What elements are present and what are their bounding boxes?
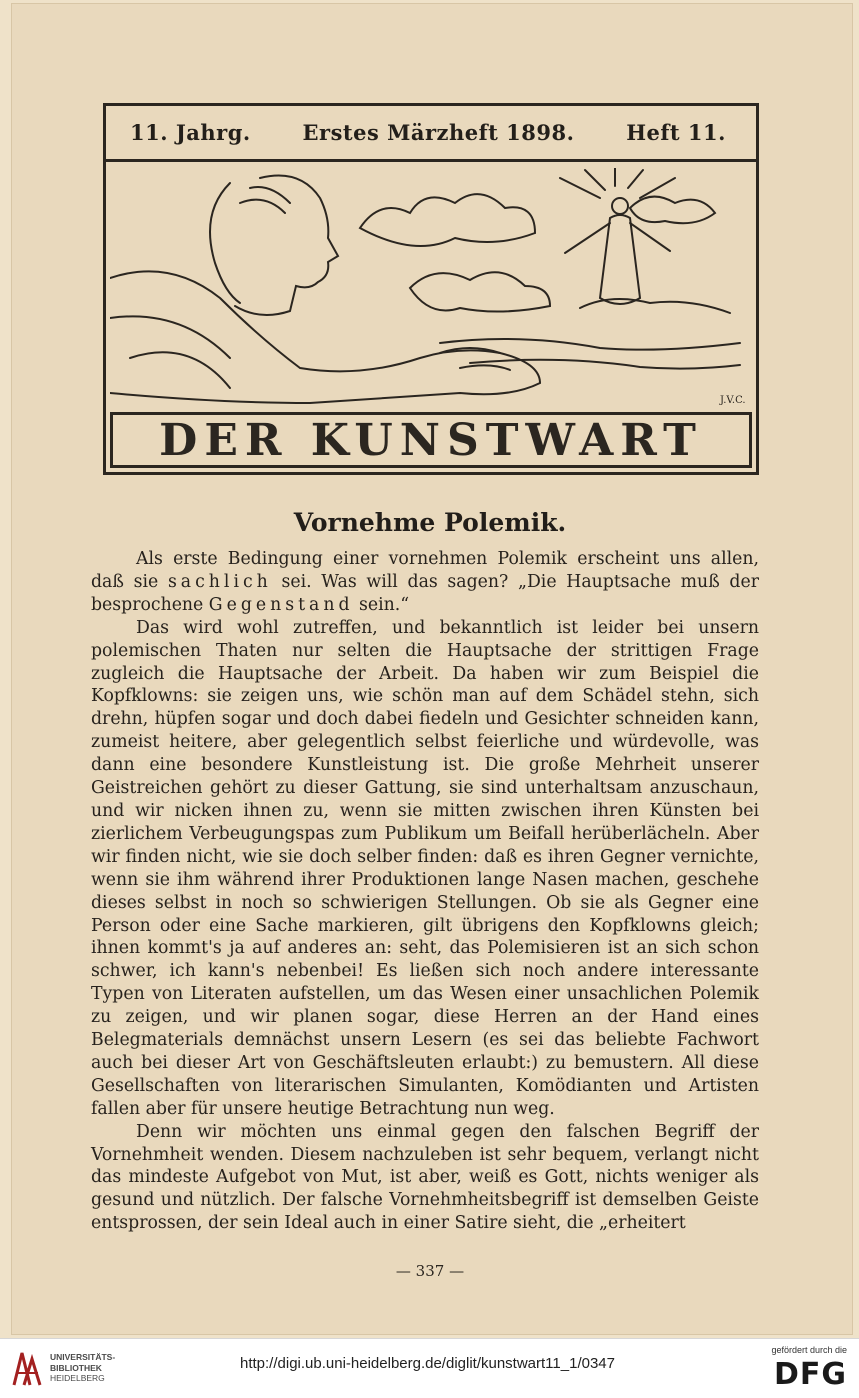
volume-label: 11. Jahrg. — [130, 120, 251, 145]
viewer-footer — [0, 1338, 859, 1398]
spaced-word: sachlich — [167, 571, 272, 592]
cloud-shape — [580, 299, 730, 313]
text-run: sei. Was will das sagen? „Die Hauptsache muß der besprochene — [91, 571, 759, 615]
issue-number: Heft 11. — [626, 120, 726, 145]
spaced-word: Gegenstand — [208, 594, 354, 615]
library-city: HEIDELBERG — [50, 1373, 105, 1383]
article-body — [91, 548, 759, 1235]
document-url[interactable]: http://digi.ub.uni-heidelberg.de/diglit/kunstwart11_1/0347 — [240, 1355, 615, 1372]
issue-date: Erstes Märzheft 1898. — [302, 120, 575, 145]
funding-label: gefördert durch die — [771, 1345, 847, 1355]
library-name — [50, 1352, 115, 1384]
university-library-logo — [10, 1349, 44, 1389]
dfg-logo: DFG — [773, 1357, 847, 1392]
figure-robe — [600, 215, 640, 304]
journal-title: DER KUNSTWART — [159, 414, 703, 466]
library-name-line: BIBLIOTHEK — [50, 1362, 102, 1373]
paragraph-3: Denn wir möchten uns einmal gegen den falschen Begriff der Vornehmheit wenden. Diesem nachzuleben ist sehr bequem, verlangt nicht das mindeste Aufgebot von Mut, ist aber, weiß es Gott, nichts weniger als gesund und nützlich. Der falsche Vornehmheitsbegriff ist demselben Geiste entsprossen, der sein Ideal auch in einer Satire sieht, die „erheitert — [91, 1121, 759, 1234]
page-number: — 337 — — [395, 1262, 465, 1280]
paragraph-1 — [91, 548, 759, 617]
masthead-info-bar — [106, 106, 756, 162]
artist-monogram: J.V.C. — [720, 395, 746, 406]
text-run: sein.“ — [353, 594, 410, 615]
paragraph-2: Das wird wohl zutreffen, und bekanntlich ist leider bei unsern polemischen Thaten nur selten die Hauptsache der strittigen Frage zugleich die Hauptsache der Arbeit. Da haben wir zum Beispiel die Kopfklowns: sie zeigen uns, wie schön man auf dem Schädel stehn, sich drehn, hüpfen sogar und doch dabei fiedeln und Gesichter schneiden kann, zumeist heitere, aber gelegentlich selbst feierliche und würdevolle, was dann eine besondere Kunstleistung ist. Die große Mehrheit unserer Geistreichen gehört zu dieser Gattung, sie sind unterhaltsam anzuschaun, und wir nicken ihnen zu, wenn sie mitten zwischen ihren Künsten bei zierlichem Verbeugungspas zum Publikum um Beifall herüberlächeln. Aber wir finden nicht, wie sie doch selber finden: daß es ihren Gegner vernichte, wenn sie ihm während ihrer Produktionen lange Nasen machen, geschehe dieses selbst in noch so schwierigen Stellungen. Ob sie als Gegner eine Person oder eine Sache markieren, gilt übrigens den Kopfklowns gleich; ihnen kommt's ja auf anderes an: seht, das Polemisieren ist an sich schon schwer, ich kann's nebenbei! Es ließen sich noch andere interessante Typen von Literaten aufstellen, um das Wesen einer unsachlichen Polemik zu zeigen, und wir planen sogar, diese Herren an der Hand eines Belegmaterials demnächst unsern Lesern (es sei das beliebte Fachwort auch bei dieser Art von Geschäftsleuten erlaubt:) zu bemustern. All diese Gesellschaften von literarischen Simulanten, Komödianten und Artisten fallen aber für unsere heutige Betrachtung nun weg. — [91, 617, 759, 1119]
masthead — [103, 103, 759, 475]
library-name-line: UNIVERSITÄTS- — [50, 1352, 116, 1362]
cloud-shape — [630, 197, 715, 224]
cloud-shape — [410, 272, 550, 311]
profile-head — [235, 176, 338, 316]
figure-head — [612, 198, 628, 214]
cloud-shape — [360, 194, 535, 246]
figure-arm — [110, 271, 540, 403]
article-heading: Vornehme Polemik. — [293, 508, 567, 537]
masthead-illustration — [110, 168, 752, 413]
masthead-title-band — [110, 412, 752, 468]
text-run: Als erste Bedingung einer vornehmen Polemik erscheint uns allen, daß sie — [91, 549, 759, 592]
funding-notice — [771, 1345, 847, 1392]
